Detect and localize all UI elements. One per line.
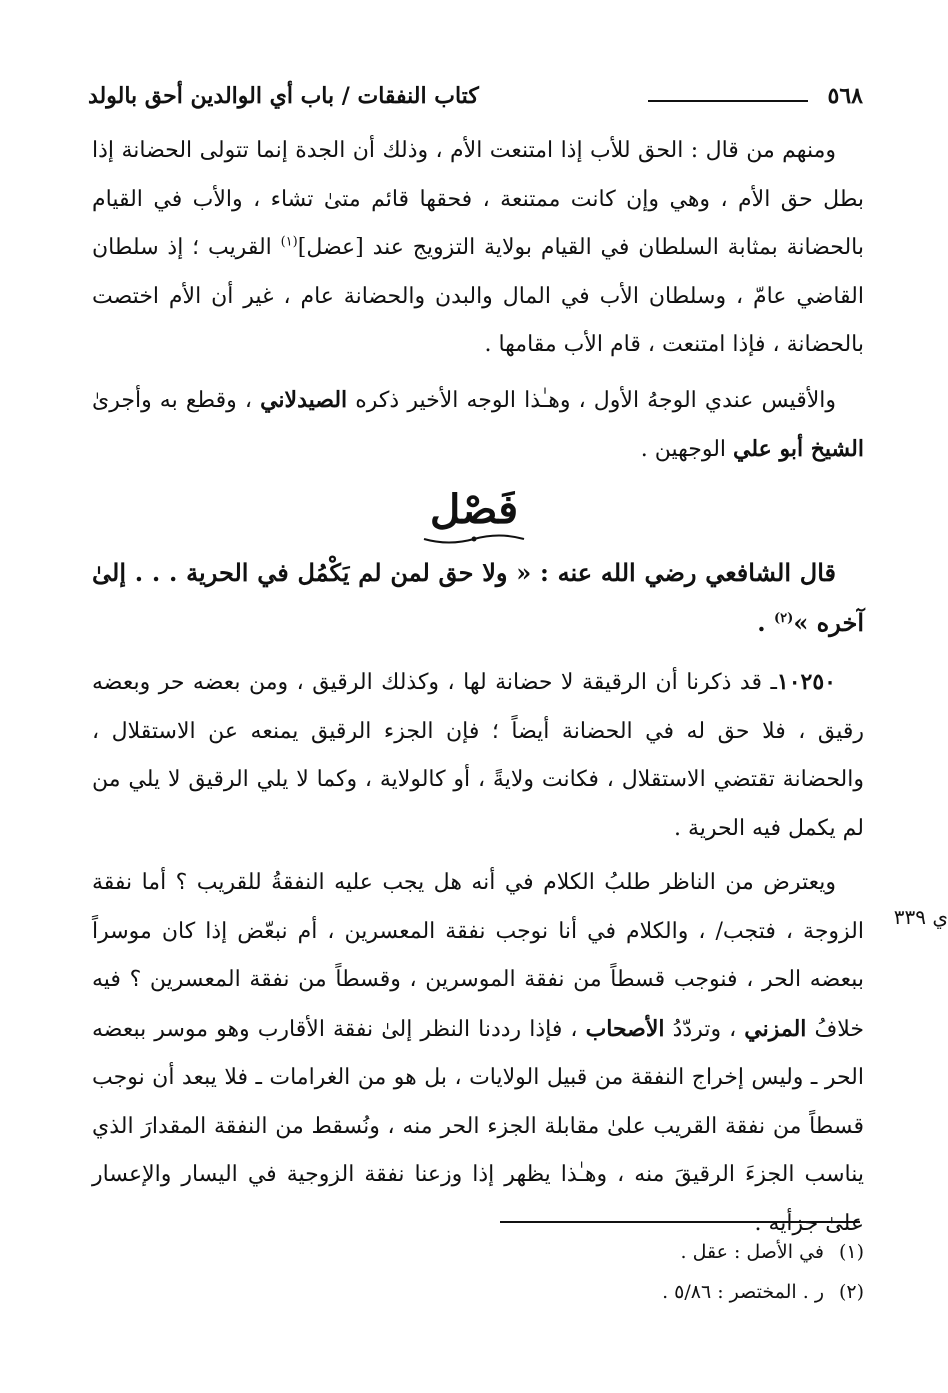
section-two	[92, 658, 864, 1248]
paragraph-2	[92, 376, 864, 475]
paragraph-text: ، وقطع به وأجرىٰ	[92, 387, 261, 413]
quote-text: قال الشافعي رضي الله عنه : « ولا حق لمن لم يَكْمُل في الحرية . . . إلىٰ آخره »	[92, 558, 864, 637]
footnote-ref-2[interactable]: (٢)	[774, 611, 794, 626]
paragraph-text: ومنهم من قال : الحق للأب إذا امتنعت الأم ، وذلك أن الجدة إنما تتولى الحضانة إذا بطل حق الأم ، وهي وإن كانت ممتنعة ، فحقها قائم متىٰ تشاء ، والأب في القيام بالحضانة بمثابة السلطان في القيام بولاية التزويج عند [عضل]	[92, 138, 864, 260]
footnote-text: في الأصل : عقل .	[680, 1241, 824, 1263]
footnotes	[264, 1232, 864, 1312]
manuscript-folio-note: ي ٣٣٩	[893, 905, 948, 929]
section-heading-fasl	[0, 478, 948, 546]
footnote-number: (٢)	[838, 1281, 864, 1303]
running-head	[88, 78, 863, 122]
paragraph-number: ١٠٢٥٠	[776, 669, 836, 695]
page-number: ٥٦٨	[827, 83, 863, 109]
paragraph-text: ويعترض من الناظر طلبُ الكلام في أنه هل يجب عليه النفقةُ للقريب ؟ أما نفقة الزوجة ، فتجب/ ، والكلام في أنا نوجب نفقة المعسرين ، أم نبعّض إذا كان موسراً ببعضه الحر ، فنوجب قسطاً من نفقة الموسرين ، وقسطاً من نفقة المعسرين ؟ فيه خلافُ	[92, 870, 865, 1042]
scholar-name: الشيخ أبو علي	[733, 436, 864, 462]
paragraph-text: ـ قد ذكرنا أن الرقيقة لا حضانة لها ، وكذلك الرقيق ، ومن بعضه حر وبعضه رقيق ، فلا حق له في الحضانة أيضاً ؛ فإن الجزء الرقيق يمنعه عن الاستقلال ، والحضانة تقتضي الاستقلال ، فكانت ولايةً ، أو كالولاية ، وكما لا يلي الرقيق لا يلي من لم يكمل فيه الحرية .	[92, 670, 864, 841]
running-title: كتاب النفقات / باب أي الوالدين أحق بالولد	[88, 83, 479, 109]
fasl-calligraphy: فَصْل	[429, 486, 519, 533]
footnote-2	[264, 1272, 864, 1312]
shafii-quote	[92, 548, 864, 648]
paragraph-text: والأقيس عندي الوجهُ الأول ، وهـٰذا الوجه الأخير ذكره	[347, 387, 836, 413]
paragraph-text: ، فإذا رددنا النظر إلىٰ نفقة الأقارب وهو موسر ببعضه الحر ـ وليس إخراج النفقة من قبيل الولايات ، بل هو من الغرامات ـ فلا يبعد أن نوجب قسطاً من نفقة القريب علىٰ مقابلة الجزء الحر منه ، ونُسقط من النفقة المقدارَ الذي يناسب الجزءَ الرقيقَ منه ، وهـٰذا يظهر إذا وزعنا نفقة الزوجية في اليسار والإعسار علىٰ جزأيه .	[92, 1016, 864, 1236]
footnote-text: ر . المختصر : ٥/٨٦ .	[662, 1281, 824, 1303]
scholar-name: الأصحاب	[585, 1015, 665, 1042]
paragraph-1	[92, 127, 864, 370]
footnote-1	[264, 1232, 864, 1272]
paragraph-text: القريب ؛ إذ سلطان القاضي عامّ ، وسلطان الأب في المال والبدن والحضانة عام ، غير أن الأم اختصت بالحضانة ، فإذا امتنعت ، قام الأب مقامها .	[92, 235, 864, 357]
footnote-ref-1[interactable]: (١)	[280, 234, 298, 250]
quote-end: .	[757, 608, 775, 637]
paragraph-10250	[92, 658, 864, 853]
footnote-rule	[500, 1221, 860, 1223]
section-one	[92, 127, 864, 475]
paragraph-text: ، وتردّدُ	[664, 1016, 745, 1042]
header-rule	[648, 100, 808, 102]
scholar-name: المزني	[744, 1015, 807, 1042]
footnote-number: (١)	[838, 1241, 864, 1263]
scholar-name: الصيدلاني	[260, 386, 348, 413]
paragraph-text: الوجهين .	[640, 437, 734, 462]
paragraph-nafaqa	[92, 859, 864, 1248]
